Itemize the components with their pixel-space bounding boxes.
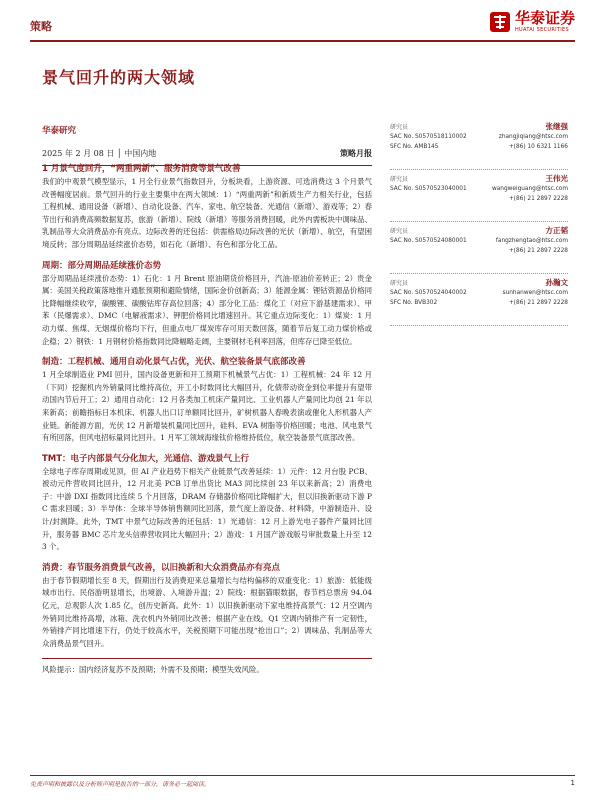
section-title: 制造：工程机械、通用自动化景气占优，光伏、航空装备景气底部改善	[42, 357, 306, 368]
analyst-email[interactable]: zhangjiqiang@htsc.com	[498, 134, 568, 140]
analyst-card	[390, 274, 568, 326]
section-title: TMT：电子内部景气分化加大，光通信、游戏景气上行	[42, 453, 250, 464]
analyst-phone: +(86) 10 6321 1166	[508, 144, 568, 150]
page-footer	[30, 775, 575, 789]
analyst-email[interactable]: sunhanwen@htsc.com	[502, 290, 568, 296]
analyst-phone: +(86) 21 2897 2228	[508, 248, 568, 254]
analyst-role: 研究员	[390, 228, 409, 235]
analyst-role: 研究员	[390, 124, 409, 131]
header-divider	[30, 40, 575, 42]
main-content	[42, 163, 372, 676]
report-date-region: 2025 年 2 月 08 日 │ 中国内地	[42, 149, 157, 158]
logo-english-text: HUATAI SECURITIES	[514, 27, 569, 33]
report-meta	[42, 124, 372, 166]
analyst-email[interactable]: wangweiguang@htsc.com	[492, 186, 568, 192]
analyst-name: 孙瀚文	[545, 278, 568, 287]
analyst-phone: +(86) 21 2897 2228	[508, 196, 568, 202]
analyst-phone: +(86) 21 2897 2228	[508, 300, 568, 306]
analyst-card	[390, 118, 568, 170]
section-consumption	[42, 562, 372, 651]
section-title: 消费：春节服务消费景气改善，以旧换新和大众消费品亦有亮点	[42, 562, 281, 573]
analyst-sfc: SFC No. BVB302	[390, 300, 438, 306]
section-body: 我们的中观景气模型显示，1 月全行业景气指数回升，分板块看，上游资源、可选消费这 3 个月景气改善幅度居前。景气回升的行业主要集中在两大领域：1）“两重两新”和新质生产力相关行业，包括工程机械、通用设备（新增）、自动化设备、汽车、家电、航空装备、光通信（新增）、游戏等；2）春节出行和消费高频数据复苏，旅游（新增）、院线（新增）等服务消费回暖，此外内需板块中调味品、乳制品等大众消费品亦有亮点。边际改善的还包括：供需格局边际改善的光伏（新增）、航空，有望困境反转；部分周期品延续涨价态势，如石化（新增）、有色和部分化工品。	[42, 177, 372, 249]
section-body: 1 月全球制造业 PMI 回升，国内设备更新和开工预期下机械景气占优：1）工程机械：24 年 12 月（下同）挖掘机内外销量同比维持高位，开工小时数同比大幅回升，化债带动资金到位率提升有望带动国内节后开工；2）通用自动化：12 月各类加工机床产量同比、工业机器人产量同比均创 21 年以来新高；前瞻指标日本机床、机器人出口订单额同比回升，矿树机器人春晚表演或催化人形机器人产业链。新能源方面，光伏 12 月新增装机量同比回升，硅料、EVA 树脂等价格回暖；电池、风电景气有所回落，但风电招标量同比回升。1 月军工领域海缘钛价格维持低位，航空装备景气底部改善。	[42, 370, 372, 443]
risk-warning: 风险提示：国内经济复苏不及预期；外需不及预期；模型失效风险。	[42, 658, 372, 676]
footer-divider	[30, 775, 575, 776]
analyst-sac: SAC No. S0570518110002	[390, 134, 467, 140]
analyst-role: 研究员	[390, 176, 409, 183]
footer-disclaimer: 免责声明和披露以及分析师声明是报告的一部分，请务必一起阅读。	[30, 781, 211, 788]
analyst-sfc: SFC No. AMB145	[390, 144, 439, 150]
page-header	[30, 10, 575, 42]
report-type: 策略月报	[340, 148, 372, 158]
huatai-logo-icon	[490, 12, 510, 32]
section-title: 周期：部分周期品延续涨价态势	[42, 260, 162, 271]
company-logo	[490, 10, 575, 33]
analyst-card	[390, 170, 568, 222]
analyst-email[interactable]: fangzhengtao@htsc.com	[495, 238, 568, 244]
section-overview	[42, 163, 372, 252]
section-tmt	[42, 453, 372, 554]
analyst-name: 张继强	[545, 122, 568, 131]
analyst-sidebar	[390, 118, 568, 326]
analyst-name: 王伟光	[545, 174, 568, 183]
logo-chinese-text: 华泰证券	[514, 9, 575, 27]
analyst-card	[390, 222, 568, 274]
section-body: 由于春节假期增长至 8 天，假期出行及消费迎来总量增长与结构偏移的双重变化：1）旅游：低能级城市出行、民俗游明显增长，出境游、入境游升温；2）院线：根据猫眼数据，春节档总票房 94.04 亿元，总观影人次 1.85 亿，创历史新高。此外：1）以旧换新驱动下家电维持高景气：12 月空调内外销同比维持高增，冰箱、洗衣机内外销同比改善；根据产业在线，Q1 空调内销排产有一定韧性，外销排产同比增速下行，仍处于较高水平，关税预期下可能出现“抢出口”；2）调味品、乳制品等大众消费品景气回升。	[42, 575, 372, 648]
section-cyclical	[42, 260, 372, 349]
analyst-name: 方正韬	[545, 226, 568, 235]
analyst-sac: SAC No. S0570524080001	[390, 238, 467, 244]
section-manufacturing	[42, 356, 372, 445]
section-body: 全球电子库存周期或见顶，但 AI 产业趋势下相关产业链景气改善延续：1）元件：12 月台股 PCB、被动元件营收同比回升，12 月北美 PCB 订单出货比 MA3 同比续创 23 年以来新高；2）消费电子：中游 DXI 指数同比连续 5 个月回落，DRAM 存储器价格同比降幅扩大，但以旧换新驱动下游 PC 需求回暖；3）半导体：全球半导体销售额同比回落，景气度上游设备、材料降，中游制造升、设计/封测降。此外，TMT 中景气边际改善的还包括：1）光通信：12 月上游光电子器件产量同比回升，服务器 BMC 芯片龙头信骅营收同比大幅回升；2）游戏：1 月国产游戏版号审批数量上升至 123 个。	[42, 466, 372, 552]
report-title: 景气回升的两大领域	[42, 68, 196, 87]
research-org: 华泰研究	[42, 126, 77, 136]
analyst-sac: SAC No. S0570524040002	[390, 290, 467, 296]
section-body: 部分周期品延续涨价态势：1）石化：1 月 Brent 原油期货价格回升，汽油-原油价差转正；2）贵金属：美国关税政策落地推升通胀预期和避险情绪，国际金价创新高；3）能源金属：锂钴资源品价格同比降幅继续收窄，碳酸锂、碳酸钴库存高位回落；4）部分化工品：煤化工（对应下游基建需求）、甲苯（民爆需求）、DMC（电解液需求）、钾肥价格同比增速回升。其它重点边际变化：1）煤炭：1 月动力煤、焦煤、无烟煤价格均下行，但重点电厂煤炭库存可用天数回落，随着节后复工动力煤价格或企稳；2）钢铁：1 月钢材价格指数同比降幅略走阔，主要钢材毛利率回落，但库存已降至低位。	[42, 273, 372, 346]
report-category: 策略	[30, 20, 52, 33]
analyst-sac: SAC No. S0570523040001	[390, 186, 467, 192]
section-title: 1 月景气度回升，“两重两新”、服务消费等景气改善	[42, 164, 241, 174]
page-number: 1	[570, 779, 575, 787]
analyst-role: 研究员	[390, 280, 409, 287]
